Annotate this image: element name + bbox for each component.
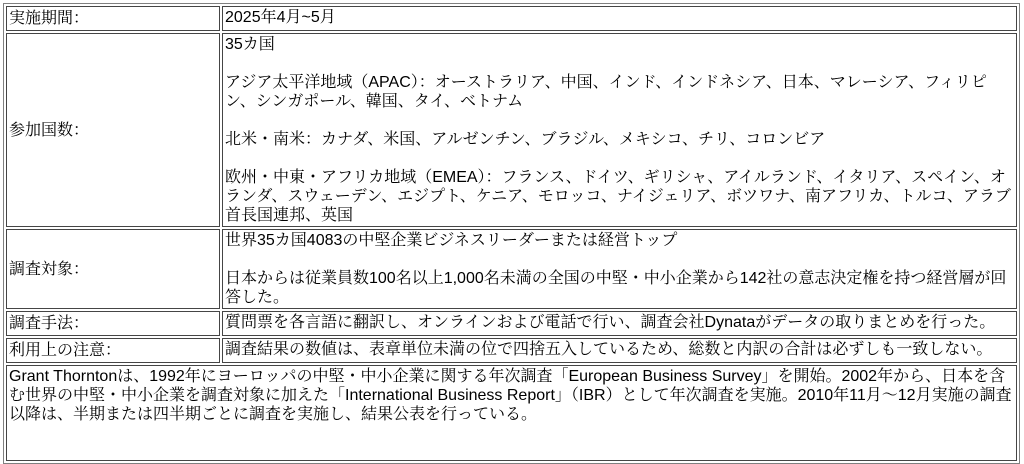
target-japan: 日本からは従業員数100名以上1,000名未満の全国の中堅・中小企業から142社の意志決定権を持つ経営層が回答した。	[225, 270, 1007, 306]
period-value: 2025年4月~5月	[225, 9, 336, 26]
row-value-note	[222, 338, 1017, 363]
countries-apac: アジア太平洋地域（APAC）：オーストラリア、中国、インド、インドネシア、日本、マレーシア、フィリピン、シンガポール、韓国、タイ、ベトナム	[225, 74, 987, 110]
row-label-note: 利用上の注意：	[6, 338, 220, 363]
row-value-method	[222, 311, 1017, 336]
countries-total: 35カ国	[225, 36, 275, 53]
row-label-countries: 参加国数：	[6, 33, 220, 227]
table-row	[6, 311, 1017, 336]
target-global: 世界35カ国4083の中堅企業ビジネスリーダーまたは経営トップ	[225, 232, 678, 249]
survey-table-body	[6, 6, 1017, 461]
survey-info-table	[3, 3, 1020, 464]
countries-emea: 欧州・中東・アフリカ地域（EMEA）：フランス、ドイツ、ギリシャ、アイルランド、イタリア、スペイン、オランダ、スウェーデン、エジプト、ケニア、モロッコ、ナイジェリア、ボツワナ、南アフリカ、トルコ、アラブ首長国連邦、英国	[225, 169, 1011, 224]
countries-americas: 北米・南米：カナダ、米国、アルゼンチン、ブラジル、メキシコ、チリ、コロンビア	[225, 131, 826, 148]
note-value: 調査結果の数値は、表章単位未満の位で四捨五入しているため、総数と内訳の合計は必ずしも一致しない。	[225, 341, 993, 358]
row-value-period	[222, 6, 1017, 31]
footnote-cell	[6, 365, 1017, 461]
footnote-text: Grant Thorntonは、1992年にヨーロッパの中堅・中小企業に関する年次調査「European Business Survey」を開始。2002年から、日本を含む世界の中堅・中小企業を調査対象に加えた「International Business Report」（IBR）として年次調査を実施。2010年11月～12月実施の調査以降は、半期または四半期ごとに調査を実施し、結果公表を行っている。	[9, 368, 1012, 423]
row-label-method: 調査手法：	[6, 311, 220, 336]
table-row	[6, 229, 1017, 309]
row-label-target: 調査対象：	[6, 229, 220, 309]
table-row	[6, 6, 1017, 31]
row-label-period: 実施期間：	[6, 6, 220, 31]
table-row	[6, 365, 1017, 461]
method-value: 質問票を各言語に翻訳し、オンラインおよび電話で行い、調査会社Dynataがデータの取りまとめを行った。	[225, 314, 996, 331]
row-value-target	[222, 229, 1017, 309]
table-row	[6, 338, 1017, 363]
table-row	[6, 33, 1017, 227]
row-value-countries	[222, 33, 1017, 227]
